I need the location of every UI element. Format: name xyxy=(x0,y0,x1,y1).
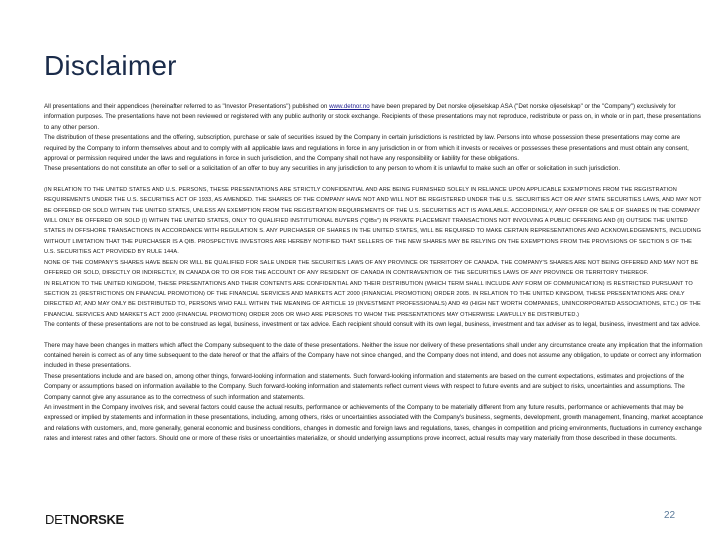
paragraph-no-offer: These presentations do not constitute an offer to sell or a solicitation of an offer to buy any securities in any jurisdiction to any person to whom it is unlawful to make such an offer or solicitation in such jurisdiction. xyxy=(44,165,621,173)
spacer xyxy=(44,175,704,185)
paragraph-united-states: (IN RELATION TO THE UNITED STATES AND U.S. PERSONS, THESE PRESENTATIONS ARE STRICTLY CONFIDENTIAL AND ARE BEING FURNISHED SOLELY IN RELIANCE UPON APPLICABLE EXEMPTIONS FROM THE REGISTRATION REQUIREMENTS UNDER THE U.S. SECURITIES ACT OF 1933, AS AMENDED. THE SHARES OF THE COMPANY HAVE NOT AND WILL NOT BE REGISTERED UNDER THE U.S. SECURITIES ACT OR ANY STATE SECURITIES LAWS, AND MAY NOT BE OFFERED OR SOLD WITHIN THE UNITED STATES, UNLESS AN EXEMPTION FROM THE REGISTRATION REQUIREMENTS OF THE U.S. SECURITIES ACT IS AVAILABLE. ACCORDINGLY, ANY OFFER OR SALE OF SHARES IN THE COMPANY WILL ONLY BE OFFERED OR SOLD (I) WITHIN THE UNITED STATES, ONLY TO QUALIFIED INSTITUTIONAL BUYERS ("QIBs") IN PRIVATE PLACEMENT TRANSACTIONS NOT INVOLVING A PUBLIC OFFERING AND (II) OUTSIDE THE UNITED STATES IN OFFSHORE TRANSACTIONS IN ACCORDANCE WITH REGULATION S. ANY PURCHASER OF SHARES IN THE UNITED STATES, WILL BE REQUIRED TO MAKE CERTAIN REPRESENTATIONS AND ACKNOWLEDGEMENTS, INCLUDING WITHOUT LIMITATION THAT THE PURCHASER IS A QIB. PROSPECTIVE INVESTORS ARE HEREBY NOTIFIED THAT SELLERS OF THE NEW SHARES MAY BE RELYING ON THE EXEMPTIONS FROM THE PROVISIONS OF SECTION 5 OF THE U.S. SECURITIES ACT PROVIDED BY RULE 144A. xyxy=(44,186,702,256)
paragraph-not-advice: The contents of these presentations are not to be construed as legal, business, investment or tax advice. Each recipient should consult with its own legal, business, investment and tax adviser as to legal, business, investment and tax advice. xyxy=(44,321,701,329)
paragraph-united-kingdom: IN RELATION TO THE UNITED KINGDOM, THESE PRESENTATIONS AND THEIR CONTENTS ARE CONFIDENTIAL AND THEIR DISTRIBUTION (WHICH TERM SHALL INCLUDE ANY FORM OF COMMUNICATION) IS RESTRICTED PURSUANT TO SECTION 21 (RESTRICTIONS ON FINANCIAL PROMOTION) OF THE FINANCIAL SERVICES AND MARKETS ACT 2000 (FINANCIAL PROMOTION) ORDER 2005. IN RELATION TO THE UNITED KINGDOM, THESE PRESENTATIONS ARE ONLY DIRECTED AT, AND MAY ONLY BE DISTRIBUTED TO, PERSONS WHO FALL WITHIN THE MEANING OF ARTICLE 19 (INVESTMENT PROFESSIONALS) AND 49 (HIGH NET WORTH COMPANIES, UNINCORPORATED ASSOCIATIONS, ETC.) OF THE FINANCIAL SERVICES AND MARKETS ACT 2000 (FINANCIAL PROMOTION) ORDER 2005 OR WHO ARE PERSONS TO WHOM THE PRESENTATIONS MAY OTHERWISE LAWFULLY BE DISTRIBUTED.) xyxy=(44,280,701,318)
disclaimer-body xyxy=(44,102,704,445)
company-logo xyxy=(45,512,124,527)
paragraph-intro xyxy=(44,102,704,133)
paragraph-risk: An investment in the Company involves risk, and several factors could cause the actual results, performance or achievements of the Company to be materially different from any future results, performance or achievements that may be expressed or implied by statements and information in these presentations, including, among others, risks or uncertainties associated with the Company's business, segments, development, growth management, financing, market acceptance and relations with customers, and, more generally, general economic and business conditions, changes in domestic and foreign laws and regulations, taxes, changes in competition and pricing environments, fluctuations in currency exchange rates and interest rates and other factors. Should one or more of these risks or uncertainties materialize, or should underlying assumptions prove incorrect, actual results may vary materially from those described in these documents. xyxy=(44,403,704,443)
paragraph-distribution: The distribution of these presentations and the offering, subscription, purchase or sale of securities issued by the Company in certain jurisdictions is restricted by law. Persons into whose possession these presentations may come are required by the Company to inform themselves about and to comply with all applicable laws and regulations in force in any jurisdiction in or from which it invests or receives or possesses these presentations and must obtain any consent, approval or permission required under the laws and regulations in force in such jurisdiction, and the Company shall not have any responsibility or liability for these obligations. xyxy=(44,134,689,163)
paragraph-canada: NONE OF THE COMPANY'S SHARES HAVE BEEN OR WILL BE QUALIFIED FOR SALE UNDER THE SECURITIES LAWS OF ANY PROVINCE OR TERRITORY OF CANADA. THE COMPANY'S SHARES ARE NOT BEING OFFERED AND MAY NOT BE OFFERED OR SOLD, DIRECTLY OR INDIRECTLY, IN CANADA OR TO OR FOR THE ACCOUNT OF ANY RESIDENT OF CANADA IN CONTRAVENTION OF THE SECURITIES LAWS OF ANY PROVINCE OR TERRITORY THEREOF. xyxy=(44,259,699,277)
page-number: 22 xyxy=(664,510,676,521)
spacer xyxy=(44,331,704,341)
paragraph-changes: There may have been changes in matters which affect the Company subsequent to the date of these presentations. Neither the issue nor delivery of these presentations shall under any circumstance create any implication that the information contained herein is correct as of any time subsequent to the date hereof or that the affairs of the Company have not since changed, and the Company does not intend, and does not assume any obligation, to update or correct any information included in these presentations. xyxy=(44,341,703,370)
logo-part-norske: NORSKE xyxy=(70,512,124,527)
company-website-link[interactable]: www.detnor.no xyxy=(329,103,370,110)
page-title: Disclaimer xyxy=(44,50,177,81)
logo-part-det: DET xyxy=(45,512,71,527)
intro-text-start: All presentations and their appendices (hereinafter referred to as "Investor Presentations") published on xyxy=(44,103,330,110)
paragraph-forward-looking: These presentations include and are based on, among other things, forward-looking information and statements. Such forward-looking information and statements are based on the current expectations, estimates and projections of the Company or assumptions based on information available to the Company. Such forward-looking information and statements reflect current views with respect to future events and are subject to risks, uncertainties and assumptions. The Company cannot give any assurance as to the correctness of such information and statements. xyxy=(44,372,685,401)
intro-text-end: have been prepared by Det norske oljeselskap ASA ("Det norske oljeselskap" or the "Company") exclusively for information purposes. The presentations have not been reviewed or registered with any public authority or stock exchange. Recipients of these presentations may not reproduce, redistribute or pass on, in whole or in part, these presentations to any other person. xyxy=(44,103,701,131)
